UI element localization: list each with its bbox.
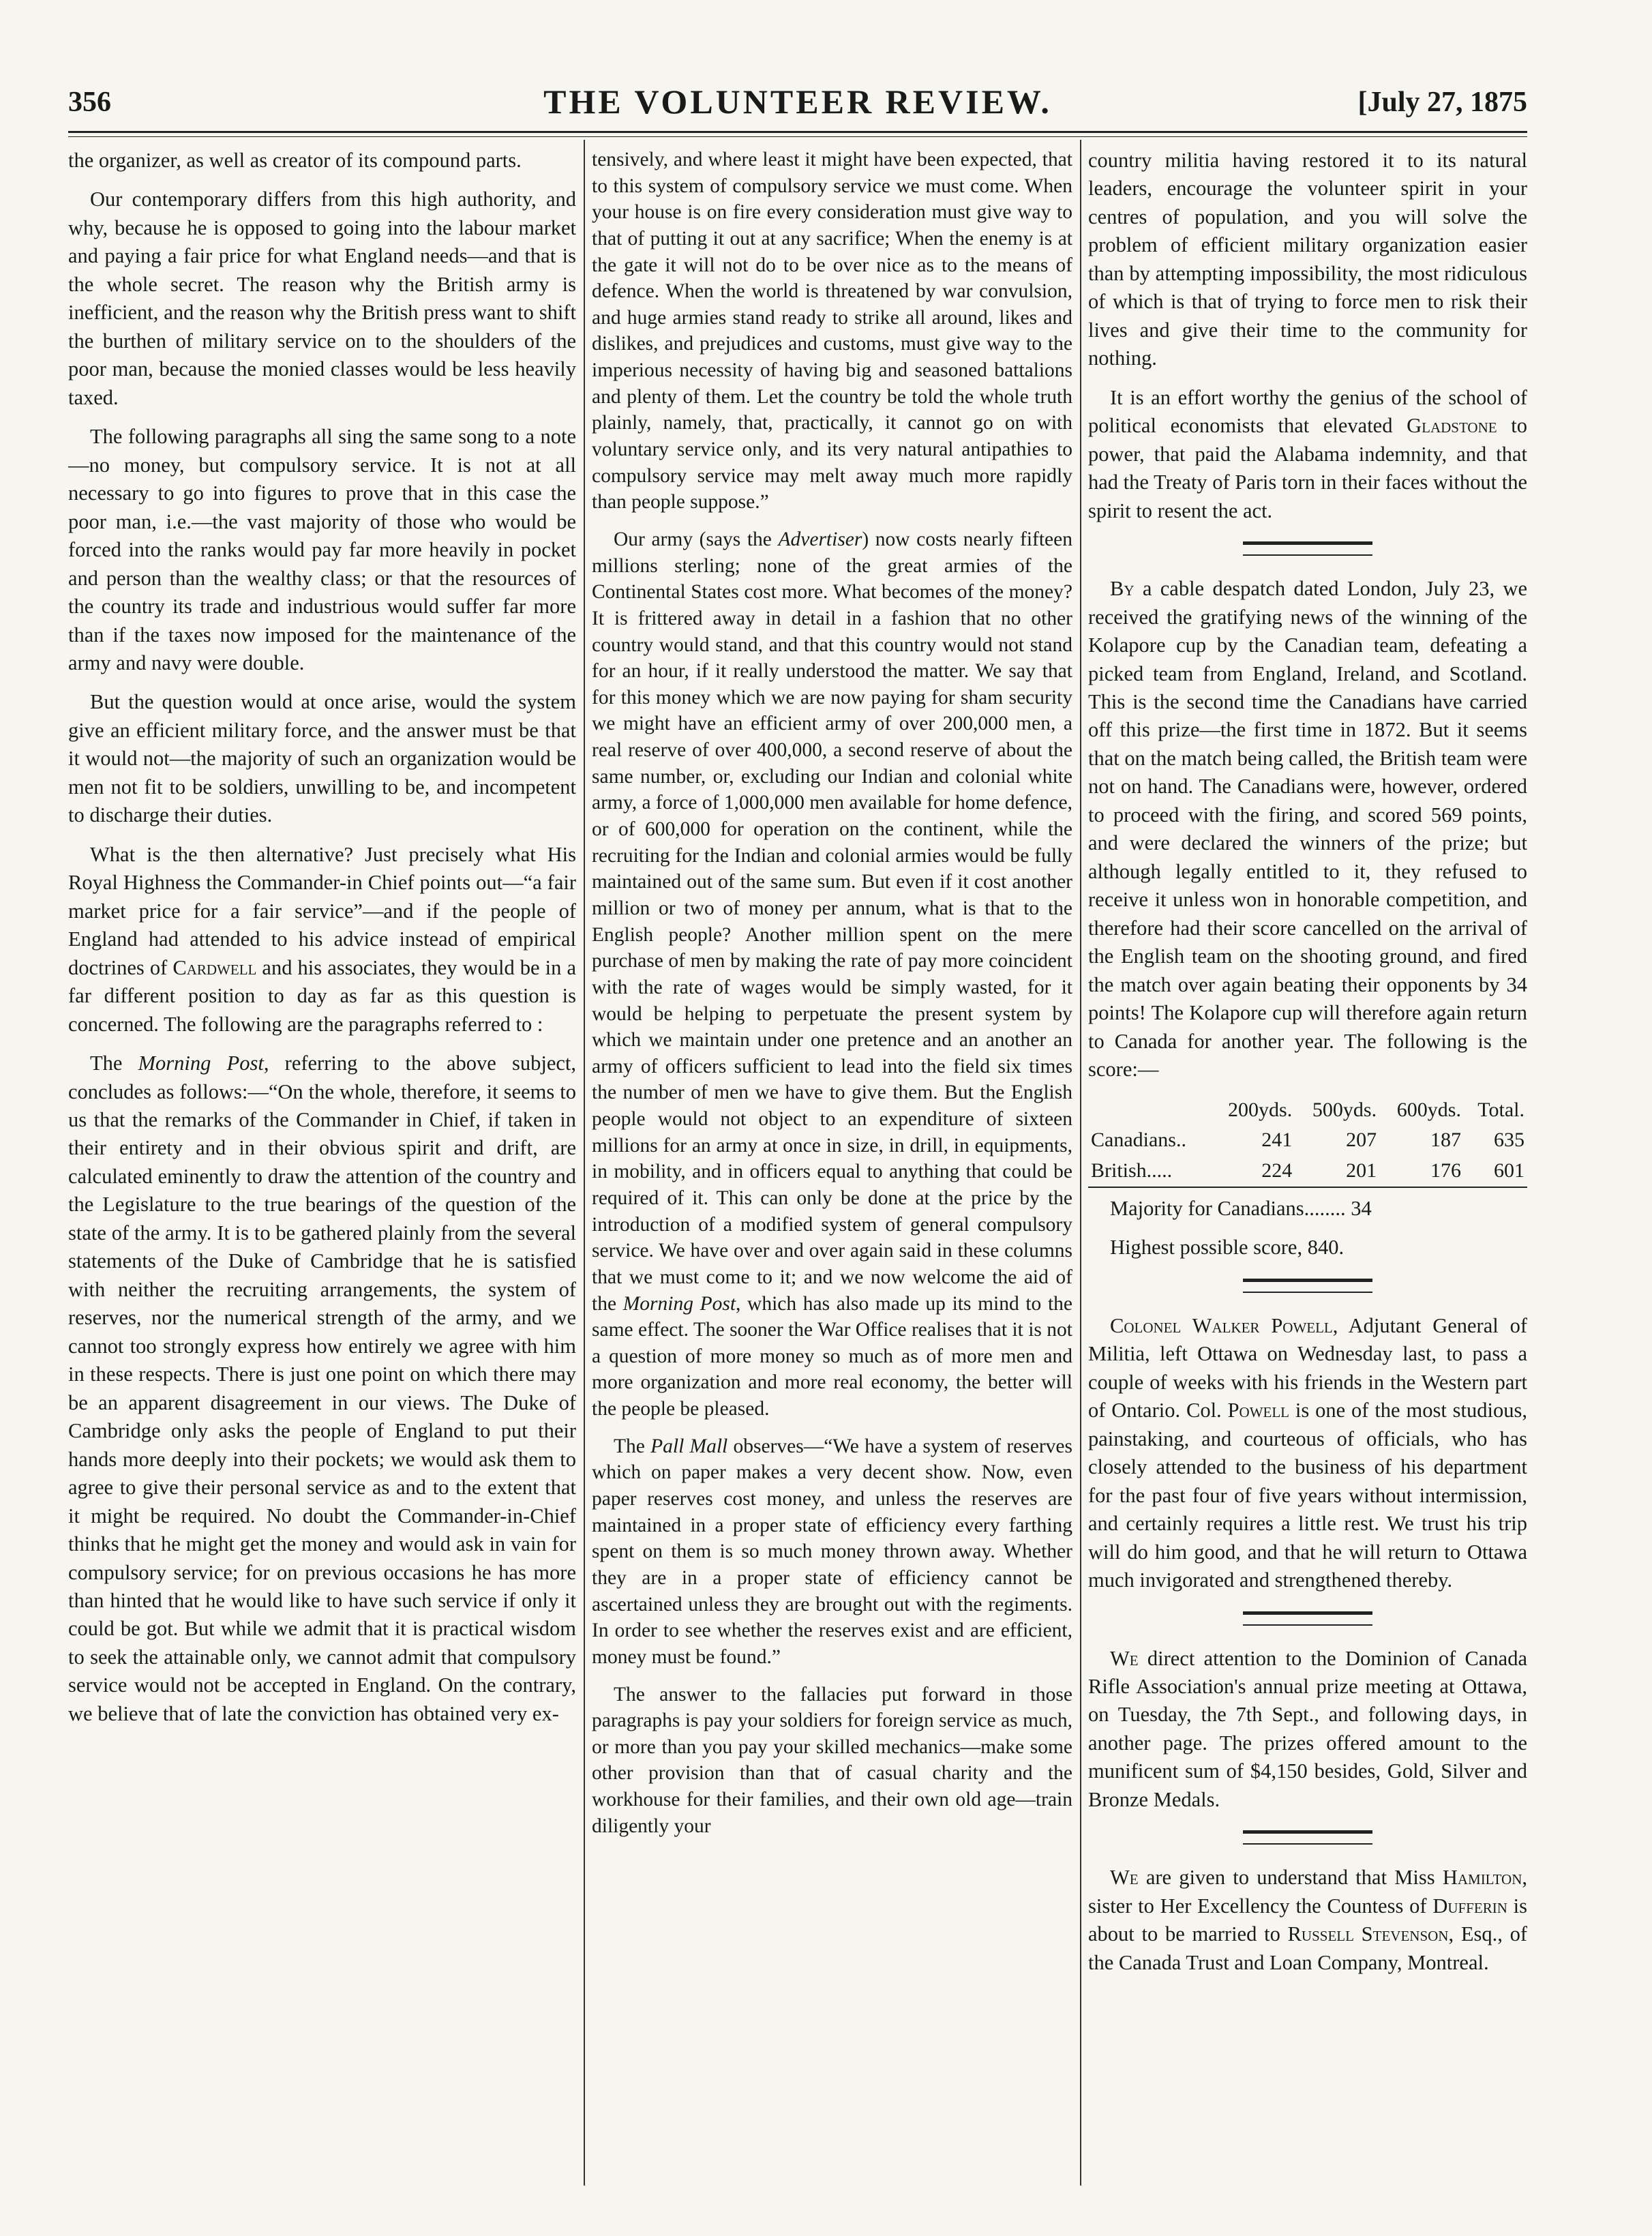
newspaper-name: Morning Post: [622, 1292, 736, 1315]
score-row: [1088, 1156, 1527, 1187]
news-item-kolapore: [1088, 575, 1527, 1084]
lead-word: By: [1110, 577, 1135, 601]
person-name: Hamilton: [1442, 1866, 1522, 1890]
lead-word: We: [1110, 1646, 1139, 1670]
section-separator: [1243, 1279, 1372, 1293]
masthead-title: THE VOLUNTEER REVIEW.: [543, 83, 1052, 121]
news-item-powell: [1088, 1312, 1527, 1595]
section-separator: [1243, 1611, 1372, 1626]
text-run: is about to be married to: [1088, 1894, 1527, 1946]
paragraph: [592, 526, 1072, 1422]
paragraph: the organizer, as well as creator of its compound parts.: [68, 149, 522, 172]
lead-word: We: [1110, 1866, 1139, 1890]
text-run: to power, that paid the Alabama indemnity, and that had the Treaty of Paris torn in their faces without the spirit to resent the act.: [1088, 414, 1527, 522]
newspaper-name: Morning Post: [138, 1052, 264, 1075]
text-run: , Adjutant General of Militia, left Ottawa on Wednesday last, to pass a couple of weeks with his friends in the Western part of Ontario. Col.: [1088, 1313, 1527, 1422]
person-name: Powell: [1227, 1399, 1289, 1422]
score-cell: 241: [1261, 1129, 1293, 1152]
score-cell: 224: [1210, 1156, 1295, 1187]
text-run: are given to understand that Miss: [1138, 1866, 1443, 1890]
paragraph: [68, 1049, 576, 1728]
text-run: Our army (says the: [614, 528, 779, 550]
paragraph: The answer to the fallacies put forward in those paragraphs is pay your soldiers for foreign service as much, or more than you pay your skilled mechanics—make some other provision than that of casual charity and the workhouse for their families, and their own old age—train diligently your: [592, 1683, 1072, 1837]
page-number: 356: [68, 87, 111, 118]
score-header: Total.: [1477, 1098, 1525, 1121]
paragraph: country militia having restored it to its natural leaders, encourage the volunteer spirit in your centres of population, and you will solve the problem of efficient military organization easier than by attempting impossibility, the most ridiculous of which is that of trying to force men to risk their lives and give their time to the community for nothing.: [1088, 149, 1527, 370]
text-run: a cable despatch dated London, July 23, we received the gratifying news of the winning of the Kolapore cup by the Canadian team, defeating a picked team from England, Ireland, and Scotland. This is the second time the Canadians have carried off this prize—the first time in 1872. But it seems that on the match being called, the British team were not on hand. The Canadians were, however, ordered to proceed with the firing, and scored 569 points, and were declared the winners of the prize; but although legally entitled to it, they refused to receive it unless won in honorable competition, and therefore had their score cancelled on the arrival of the English team on the shooting ground, and fired the match over again beating their opponents by 34 points! The Kolapore cup will therefore again return to Canada for another year. The following is the score:—: [1088, 577, 1527, 1082]
issue-date: [July 27, 1875: [1357, 87, 1527, 118]
highest-score-line: Highest possible score, 840.: [1110, 1236, 1345, 1259]
text-run: direct attention to the Dominion of Canada Rifle Association's annual prize meeting at Ottawa, on Tuesday, the 7th Sept., and following days, in another page. The prizes offered amount to the munificent sum of $4,150 besides, Gold, Silver and Bronze Medals.: [1088, 1646, 1527, 1811]
person-name: Gladstone: [1407, 414, 1497, 438]
person-name: Russell Stevenson: [1287, 1922, 1449, 1946]
text-run: , Esq., of the Canada Trust and Loan Company, Montreal.: [1088, 1922, 1527, 1974]
paragraph: The following paragraphs all sing the same song to a note—no money, but compulsory service. It is not at all necessary to go into figures to prove that in this case the poor man, i.e.—the vast majority of those who would be forced into the ranks would pay far more heavily in pocket and person than the wealthy class; or that the resources of the country its trade and industrious would suffer far more than if the taxes now imposed for the maintenance of the army and navy were double.: [68, 425, 576, 674]
column-rule-2: [1080, 140, 1081, 2186]
column-1: [68, 147, 576, 2182]
person-name: Dufferin: [1432, 1894, 1507, 1918]
news-item-marriage: [1088, 1864, 1527, 1977]
newspaper-name: Pall Mall: [650, 1435, 728, 1457]
score-header: 600yds.: [1396, 1098, 1461, 1121]
section-separator: [1243, 1830, 1372, 1845]
score-header: 500yds.: [1312, 1098, 1377, 1121]
text-run: What is the then alternative? Just precisely what His Royal Highness the Commander-in Chief points out—“a fair market price for a fair service”—and if the people of England had attended to his advice instead of empirical doctrines of: [68, 842, 576, 979]
paragraph: Our contemporary differs from this high authority, and why, because he is opposed to going into the labour market and paying a fair price for what England needs—and that is the whole secret. The reason why the British army is inefficient, and the reason why the British press want to shift the burthen of military service on to the shoulders of the poor man, because the monied classes would be less heavily taxed.: [68, 188, 576, 409]
paragraph: [1088, 384, 1527, 525]
paragraph: But the question would at once arise, would the system give an efficient military force, and the answer must be that it would not—the majority of such an organization would be men not fit to be soldiers, unwilling to be, and incompetent to discharge their duties.: [68, 690, 576, 827]
text-run: ) now costs nearly fifteen millions sterling; none of the great armies of the Continental States cost more. What becomes of the money? It is frittered away in detail in a fashion that no other country would stand, and that this country would not stand for an hour, if it really understood the matter. We say that for this money which we are now paying for sham security we might have an efficient army of over 200,000 men, a real reserve of over 400,000, a second reserve of about the same number, or, excluding our Indian and colonial white army, a force of 1,000,000 men available for home defence, or of 600,000 for operation on the continent, while the recruiting for the Indian and colonial armies would be fully maintained out of the same sum. But even if it cost another million or two of money per annum, what is that to the English people? Another million spent on the mere purchase of men by making the rate of pay more coincident with the rate of wages would be simply wasted, for it would be helping to perpetuate the present system by which we maintain under one pretence and an another an army of officers sufficient to lead into the field six times the number of men we have to give them. But the English people would not object to an expenditure of sixteen millions for an army at once in size, in drill, in equipments, in mobility, and in officers equal to anything that could be required of it. This can only be done at the price by the introduction of a modified system of general compulsory service. We have over and over again said in these columns that we must come to it; and we now welcome the aid of the: [592, 528, 1072, 1315]
text-run: and his associates, they would be in a far different position to day as far as this question is concerned. The following are the paragraphs referred to :: [68, 955, 576, 1036]
team-name: British.....: [1088, 1156, 1210, 1187]
column-rule-1: [584, 140, 585, 2186]
score-cell: 201: [1295, 1156, 1379, 1187]
text-run: , referring to the above subject, concludes as follows:—“On the whole, therefore, it seems to us that the remarks of the Commander in Chief, if taken in their entirety and in their obvious spirit and drift, are calculated eminently to draw the attention of the country and the Legislature to the true bearings of the question of the state of the army. It is to be gathered plainly from the several statements of the Duke of Cambridge that he is satisfied with neither the recruiting arrangements, the system of reserves, nor the numerical strength of the army, and we cannot too strongly express how entirely we agree with him in these respects. There is just one point on which there may be an apparent disagreement in our views. The Duke of Cambridge only asks the people of England to put their hands more deeply into their pockets; we would ask them to agree to give their personal service as and to the extent that it might be required. No doubt the Commander-in-Chief thinks that he might get the money and would ask in vain for compulsory service; for on previous occasions he has more than hinted that he would like to have such service if only it could be got. But while we admit that it is practical wisdom to seek the attainable only, we cannot admit that compulsory service would not be accepted in England. On the contrary, we believe that of late the conviction has obtained very ex-: [68, 1052, 576, 1725]
text-run: The: [90, 1052, 138, 1075]
score-header: [1088, 1095, 1210, 1126]
score-total: 601: [1464, 1156, 1527, 1187]
person-name: Cardwell: [172, 955, 257, 979]
header-rule: [68, 131, 1527, 133]
page-header: [68, 82, 1527, 123]
score-cell: 207: [1346, 1129, 1377, 1152]
text-run: It is an effort worthy the genius of the school of political economists that elevated: [1088, 385, 1527, 438]
paragraph: tensively, and where least it might have been expected, that to this system of compulsory service we must come. When your house is on fire every consideration must give way to that of putting it out at any sacrifice; When the enemy is at the gate it will not do to be over nice as to the means of defence. When the world is threatened by war convulsion, and huge armies stand ready to strike all around, likes and dislikes, and prejudices and customs, must give way to the imperious necessity of having big and seasoned battalions and plenty of them. Let the country be told the whole truth plainly, namely, that, practically, it cannot go on with voluntary service only, and its very natural antipathies to compulsory service may melt away much more rapidly than people suppose.”: [592, 149, 1072, 513]
majority-line: [1088, 1195, 1527, 1223]
text-run: , sister to Her Excellency the Countess of: [1088, 1866, 1527, 1918]
paragraph: [592, 1433, 1072, 1671]
person-name: Colonel Walker Powell: [1110, 1313, 1333, 1337]
majority-value: 34: [1351, 1196, 1372, 1220]
score-header: 200yds.: [1228, 1098, 1293, 1121]
score-table: [1088, 1095, 1527, 1188]
header-rule-thin: [68, 136, 1527, 137]
column-2: [592, 147, 1072, 2182]
text-run: , which has also made up its mind to the same effect. The sooner the War Office realises that it is not a question of more money so much as of more men and more organization and more real economy, the better will the people be pleased.: [592, 1292, 1072, 1420]
majority-label: Majority for Canadians........: [1110, 1196, 1346, 1220]
score-header-row: [1088, 1095, 1527, 1126]
text-run: is one of the most studious, painstaking, and courteous of officials, who has closely attended to the business of his department for the past four of five years without intermission, and certainly requires a little rest. We trust his trip will do him good, and that he will return to Ottawa much invigorated and strengthened thereby.: [1088, 1399, 1527, 1592]
news-item-rifle-association: [1088, 1645, 1527, 1815]
section-separator: [1243, 541, 1372, 556]
score-total: 635: [1494, 1129, 1525, 1152]
score-row: [1088, 1125, 1527, 1156]
team-name: Canadians..: [1091, 1129, 1186, 1152]
score-cell: 176: [1379, 1156, 1464, 1187]
text-run: The: [614, 1435, 651, 1457]
column-3: [1088, 147, 1527, 2182]
text-run: observes—“We have a system of reserves which on paper makes a very decent show. Now, even paper reserves cost money, and unless the reserves are maintained in a proper state of efficiency every farthing spent on them is so much money thrown away. Whether they are in a proper state of efficiency cannot be ascertained unless they are brought out with the regiments. In order to see whether the reserves exist and are efficient, money must be found.”: [592, 1435, 1072, 1668]
paragraph: [68, 841, 576, 1039]
newspaper-name: Advertiser: [778, 528, 862, 550]
score-cell: 187: [1430, 1129, 1461, 1152]
